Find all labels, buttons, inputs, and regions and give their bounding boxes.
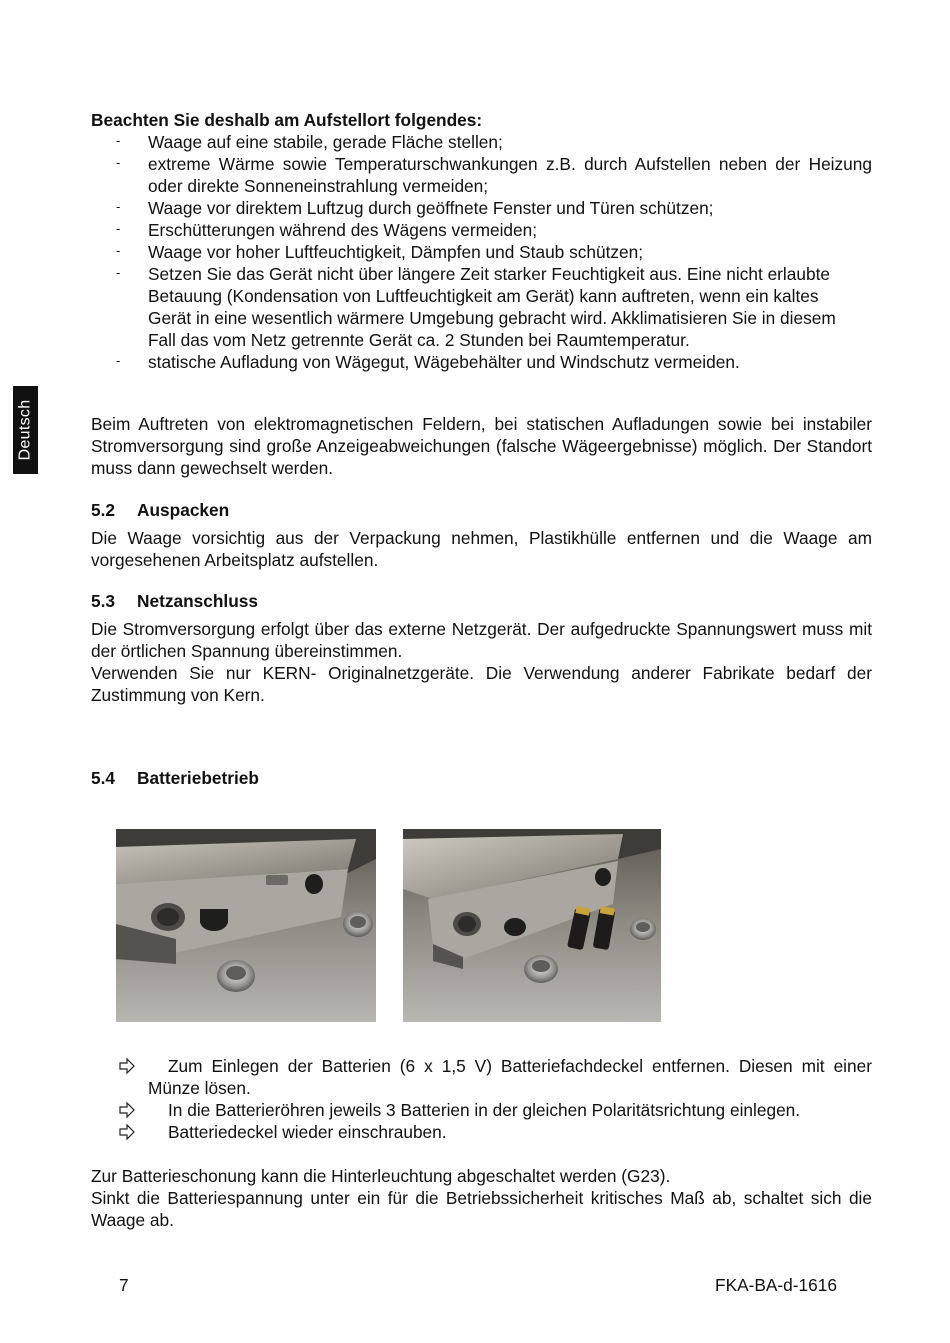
battery-notes [91,1165,872,1231]
precaution-list [91,131,872,373]
list-item: Zum Einlegen der Batterien (6 x 1,5 V) Batteriefachdeckel entfernen. Diesen mit einer Münze lösen. [91,1055,872,1099]
list-item: - Setzen Sie das Gerät nicht über längere Zeit starker Feuchtigkeit aus. Eine nicht erlaubte Betauung (Kondensation von Luftfeuchtigkeit am Gerät) kann auftreten, wenn ein kaltes Gerät in eine wesentlich wärmere Umgebung gebracht wird. Akklimatisieren Sie in diesem Fall das vom Netz getrennte Gerät ca. 2 Stunden bei Raumtemperatur. [116,264,836,350]
low-battery-note: Sinkt die Batteriespannung unter ein für die Betriebssicherheit kritisches Maß ab, schaltet sich die Waage ab. [91,1188,872,1230]
page-number: 7 [119,1275,129,1295]
battery-compartment-photo-1 [116,829,376,1022]
list-item: - Waage auf eine stabile, gerade Fläche stellen; [116,132,503,152]
installation-notes [91,109,872,373]
section-5-3 [91,590,872,706]
battery-steps [91,1055,872,1143]
section-heading: 5.2 Auspacken [91,500,230,520]
list-item: - Waage vor direktem Luftzug durch geöffnete Fenster und Türen schützen; [116,198,714,218]
list-item: - statische Aufladung von Wägegut, Wägebehälter und Windschutz vermeiden. [116,352,740,372]
section-heading: 5.4 Batteriebetrieb [91,768,259,788]
hollow-right-arrow-icon [119,1099,135,1121]
list-item: - Erschütterungen während des Wägens vermeiden; [116,220,538,240]
language-tab [13,386,38,474]
section-heading: 5.3 Netzanschluss [91,591,259,611]
document-code: FKA-BA-d-1616 [715,1275,837,1295]
list-item: In die Batterieröhren jeweils 3 Batterien in der gleichen Polaritätsrichtung einlegen. [91,1099,872,1121]
emf-paragraph: Beim Auftreten von elektromagnetischen Feldern, bei statischen Aufladungen sowie bei instabiler Stromversorgung sind große Anzeigeabweichungen (falsche Wägeergebnisse) möglich. Der Standort muss dann gewechselt werden. [91,414,872,478]
step-list [91,1055,872,1143]
section-body: Verwenden Sie nur KERN- Originalnetzgeräte. Die Verwendung anderer Fabrikate bedarf der Zustimmung von Kern. [91,663,872,705]
list-item: - extreme Wärme sowie Temperaturschwankungen z.B. durch Aufstellen neben der Heizung oder direkte Sonneneinstrahlung vermeiden; [116,154,872,196]
language-tab-label: Deutsch [16,399,34,461]
backlight-note: Zur Batterieschonung kann die Hinterleuchtung abgeschaltet werden (G23). [91,1166,671,1186]
intro-heading: Beachten Sie deshalb am Aufstellort folgendes: [91,110,483,130]
section-5-2 [91,499,872,571]
battery-compartment-photo-2 [403,829,661,1022]
hollow-right-arrow-icon [119,1055,135,1077]
section-body: Die Stromversorgung erfolgt über das externe Netzgerät. Der aufgedruckte Spannungswert muss mit der örtlichen Spannung übereinstimmen. [91,619,872,661]
section-5-4 [91,767,872,789]
hollow-right-arrow-icon [119,1121,135,1143]
list-item: - Waage vor hoher Luftfeuchtigkeit, Dämpfen und Staub schützen; [116,242,644,262]
list-item: Batteriedeckel wieder einschrauben. [91,1121,872,1143]
section-body: Die Waage vorsichtig aus der Verpackung nehmen, Plastikhülle entfernen und die Waage am vorgesehenen Arbeitsplatz aufstellen. [91,528,872,570]
